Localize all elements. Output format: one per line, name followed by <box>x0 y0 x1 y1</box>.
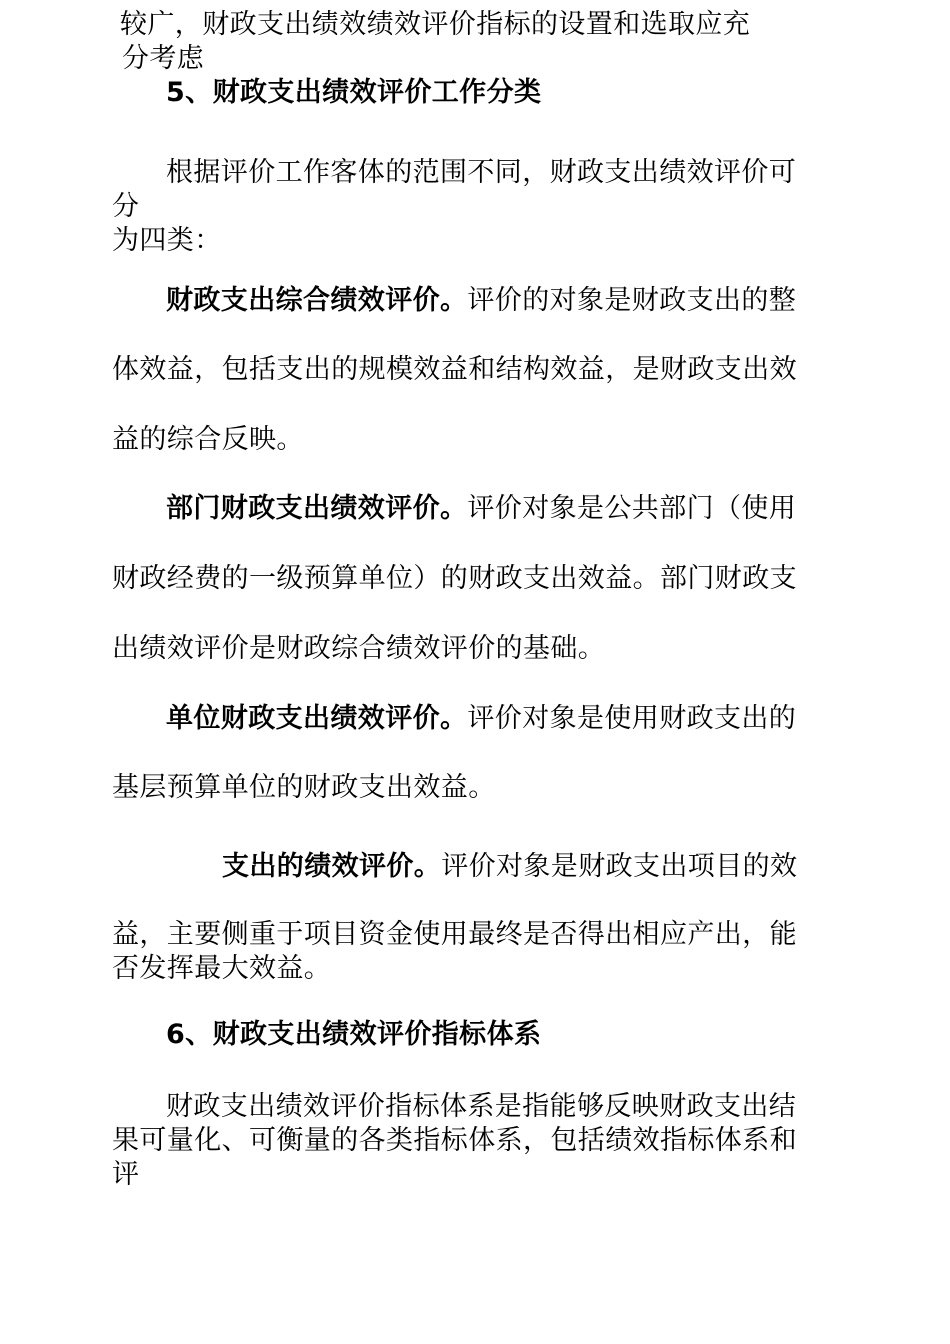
item-1-text: 评价的对象是财政支出的整 <box>467 285 797 316</box>
continuation-line-2: 分考虑 <box>122 43 205 74</box>
continuation-line-1: 较广，财政支出绩效绩效评价指标的设置和选取应充 <box>120 9 751 40</box>
item-4-line-2: 益，主要侧重于项目资金使用最终是否得出相应产出，能 <box>112 919 797 950</box>
section-5-heading: 5、财政支出绩效评价工作分类 <box>166 77 542 108</box>
section-5-intro-line-3: 为四类： <box>112 225 222 256</box>
item-2-title: 部门财政支出绩效评价。 <box>166 493 468 524</box>
section-5-intro-line-1: 根据评价工作客体的范围不同，财政支出绩效评价可 <box>166 157 797 188</box>
section-6-heading: 6、财政支出绩效评价指标体系 <box>166 1019 542 1050</box>
item-2-first-line <box>166 492 796 526</box>
item-1-first-line <box>166 284 796 318</box>
item-4-title: 支出的绩效评价。 <box>222 851 442 882</box>
item-2-line-3: 出绩效评价是财政综合绩效评价的基础。 <box>112 633 606 664</box>
item-3-title: 单位财政支出绩效评价。 <box>166 703 468 734</box>
item-1-line-3: 益的综合反映。 <box>112 424 304 455</box>
item-4-text: 评价对象是财政支出项目的效 <box>441 851 798 882</box>
item-3-first-line <box>166 702 796 736</box>
item-4-line-3: 否发挥最大效益。 <box>112 953 332 984</box>
section-6-line-1: 财政支出绩效评价指标体系是指能够反映财政支出结 <box>166 1091 797 1122</box>
section-6-line-2: 果可量化、可衡量的各类指标体系，包括绩效指标体系和 <box>112 1125 797 1156</box>
section-5-intro-line-2: 分 <box>112 191 140 222</box>
item-3-text: 评价对象是使用财政支出的 <box>467 703 797 734</box>
item-2-line-2: 财政经费的一级预算单位）的财政支出效益。部门财政支 <box>112 563 797 594</box>
item-4-first-line <box>222 850 797 884</box>
item-1-title: 财政支出综合绩效评价。 <box>166 285 468 316</box>
section-6-line-3: 评 <box>112 1159 140 1190</box>
item-2-text: 评价对象是公共部门（使用 <box>467 493 797 524</box>
item-3-line-2: 基层预算单位的财政支出效益。 <box>112 772 496 803</box>
item-1-line-2: 体效益，包括支出的规模效益和结构效益，是财政支出效 <box>112 354 797 385</box>
